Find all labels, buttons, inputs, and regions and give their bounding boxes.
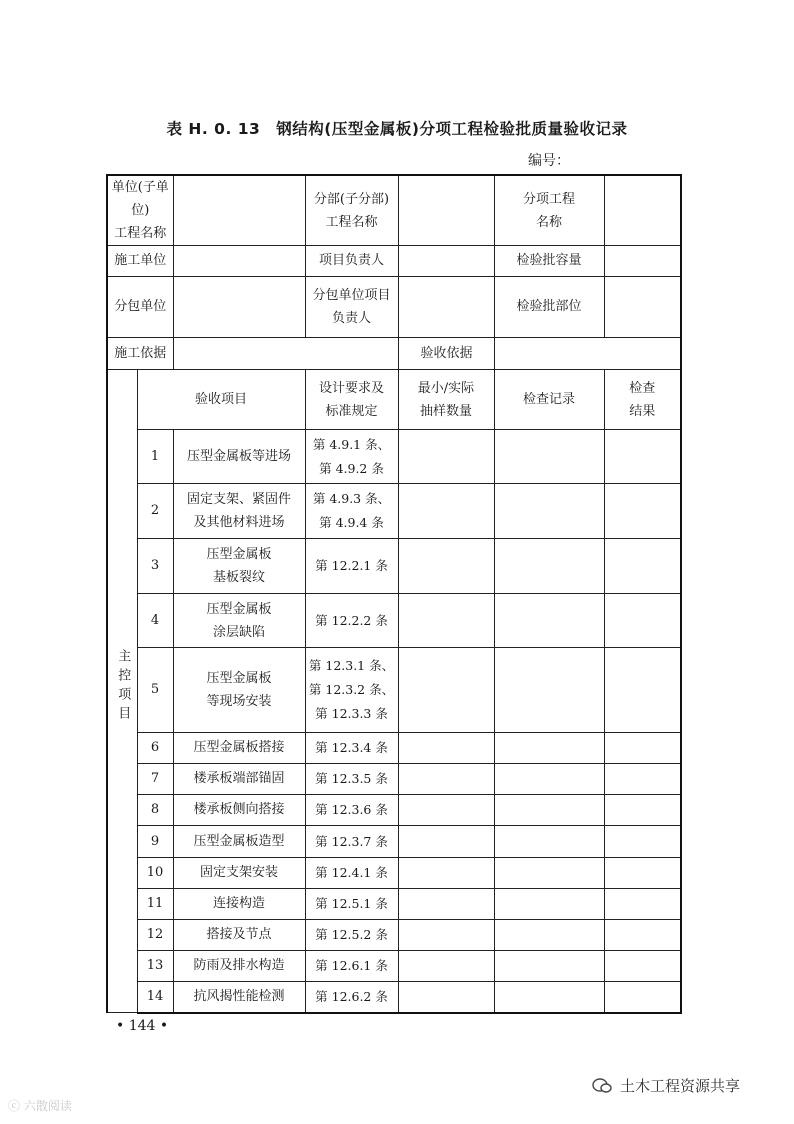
item-inspection-record[interactable]: [494, 951, 604, 982]
item-number: 5: [137, 648, 173, 733]
item-criteria: 第 12.3.4 条: [305, 733, 398, 764]
item-name: 防雨及排水构造: [173, 951, 305, 982]
inspection-record-table: [106, 174, 682, 1014]
item-sample-count[interactable]: [398, 484, 494, 539]
item-number: 10: [137, 858, 173, 889]
subcontract-unit-label: 分包单位: [107, 277, 173, 338]
column-design-requirement: 设计要求及 标准规定: [305, 370, 398, 430]
column-inspection-record: 检查记录: [494, 370, 604, 430]
item-inspection-record[interactable]: [494, 920, 604, 951]
item-name: 楼承板端部锚固: [173, 764, 305, 795]
item-name: 压型金属板造型: [173, 826, 305, 858]
table-row: [107, 430, 681, 484]
item-sample-count[interactable]: [398, 795, 494, 826]
watermark-left-text: 六散阅读: [23, 1099, 72, 1113]
item-number: 9: [137, 826, 173, 858]
division-project-name-value[interactable]: [398, 175, 494, 246]
column-acceptance-item: 验收项目: [137, 370, 305, 430]
item-inspection-record[interactable]: [494, 733, 604, 764]
item-name: 固定支架、紧固件 及其他材料进场: [173, 484, 305, 539]
serial-number-label: 编号：: [528, 153, 570, 169]
item-number: 2: [137, 484, 173, 539]
construction-basis-value[interactable]: [173, 338, 398, 370]
subitem-project-name-label: 分项工程 名称: [494, 175, 604, 246]
item-inspection-record[interactable]: [494, 826, 604, 858]
item-number: 1: [137, 430, 173, 484]
item-criteria: 第 12.2.1 条: [305, 539, 398, 594]
item-number: 4: [137, 594, 173, 648]
item-inspection-result[interactable]: [604, 889, 681, 920]
item-inspection-record[interactable]: [494, 889, 604, 920]
table-row: [107, 594, 681, 648]
item-inspection-result[interactable]: [604, 733, 681, 764]
table-row: [107, 733, 681, 764]
item-criteria: 第 12.5.2 条: [305, 920, 398, 951]
item-criteria: 第 12.3.5 条: [305, 764, 398, 795]
item-criteria: 第 12.3.6 条: [305, 795, 398, 826]
project-manager-value[interactable]: [398, 246, 494, 277]
watermark-left: [8, 1097, 72, 1114]
item-number: 13: [137, 951, 173, 982]
subcontract-manager-value[interactable]: [398, 277, 494, 338]
item-name: 压型金属板等进场: [173, 430, 305, 484]
item-inspection-result[interactable]: [604, 920, 681, 951]
item-inspection-record[interactable]: [494, 539, 604, 594]
table-row: [107, 539, 681, 594]
item-name: 搭接及节点: [173, 920, 305, 951]
construction-unit-value[interactable]: [173, 246, 305, 277]
item-name: 压型金属板 等现场安装: [173, 648, 305, 733]
watermark-right: [592, 1075, 740, 1096]
table-row: [107, 795, 681, 826]
item-inspection-result[interactable]: [604, 826, 681, 858]
item-inspection-result[interactable]: [604, 764, 681, 795]
item-inspection-result[interactable]: [604, 982, 681, 1013]
subcontract-unit-value[interactable]: [173, 277, 305, 338]
item-sample-count[interactable]: [398, 430, 494, 484]
item-number: 7: [137, 764, 173, 795]
item-sample-count[interactable]: [398, 826, 494, 858]
item-inspection-record[interactable]: [494, 594, 604, 648]
watermark-right-text: 土木工程资源共享: [620, 1077, 741, 1095]
table-row: [107, 826, 681, 858]
column-header-row: [107, 370, 681, 430]
item-number: 11: [137, 889, 173, 920]
main-control-items-label: 主控项目: [107, 370, 137, 1013]
project-manager-label: 项目负责人: [305, 246, 398, 277]
item-number: 8: [137, 795, 173, 826]
acceptance-basis-label: 验收依据: [398, 338, 494, 370]
item-criteria: 第 12.6.1 条: [305, 951, 398, 982]
subitem-project-name-value[interactable]: [604, 175, 681, 246]
item-criteria: 第 4.9.1 条、 第 4.9.2 条: [305, 430, 398, 484]
item-inspection-result[interactable]: [604, 858, 681, 889]
header-row-4: [107, 338, 681, 370]
item-inspection-result[interactable]: [604, 648, 681, 733]
item-sample-count[interactable]: [398, 982, 494, 1013]
item-inspection-record[interactable]: [494, 648, 604, 733]
batch-location-value[interactable]: [604, 277, 681, 338]
item-inspection-record[interactable]: [494, 764, 604, 795]
batch-location-label: 检验批部位: [494, 277, 604, 338]
item-inspection-result[interactable]: [604, 539, 681, 594]
table-row: [107, 889, 681, 920]
item-sample-count[interactable]: [398, 733, 494, 764]
table-row: [107, 858, 681, 889]
item-criteria: 第 4.9.3 条、 第 4.9.4 条: [305, 484, 398, 539]
column-inspection-result: 检查 结果: [604, 370, 681, 430]
item-criteria: 第 12.5.1 条: [305, 889, 398, 920]
subcontract-manager-label: 分包单位项目 负责人: [305, 277, 398, 338]
header-row-2: [107, 246, 681, 277]
item-number: 12: [137, 920, 173, 951]
item-inspection-record[interactable]: [494, 858, 604, 889]
item-criteria: 第 12.3.1 条、 第 12.3.2 条、 第 12.3.3 条: [305, 648, 398, 733]
table-row: [107, 648, 681, 733]
table-row: [107, 920, 681, 951]
item-name: 压型金属板 涂层缺陷: [173, 594, 305, 648]
item-sample-count[interactable]: [398, 920, 494, 951]
item-inspection-result[interactable]: [604, 594, 681, 648]
construction-unit-label: 施工单位: [107, 246, 173, 277]
construction-basis-label: 施工依据: [107, 338, 173, 370]
item-inspection-record[interactable]: [494, 430, 604, 484]
item-name: 压型金属板 基板裂纹: [173, 539, 305, 594]
item-inspection-result[interactable]: [604, 795, 681, 826]
item-inspection-record[interactable]: [494, 795, 604, 826]
item-inspection-result[interactable]: [604, 951, 681, 982]
item-inspection-record[interactable]: [494, 982, 604, 1013]
acceptance-basis-value[interactable]: [494, 338, 681, 370]
item-name: 连接构造: [173, 889, 305, 920]
item-criteria: 第 12.4.1 条: [305, 858, 398, 889]
unit-project-name-label: 单位(子单位) 工程名称: [107, 175, 173, 246]
item-name: 抗风揭性能检测: [173, 982, 305, 1013]
item-number: 6: [137, 733, 173, 764]
item-criteria: 第 12.2.2 条: [305, 594, 398, 648]
item-sample-count[interactable]: [398, 648, 494, 733]
item-name: 楼承板侧向搭接: [173, 795, 305, 826]
item-name: 压型金属板搭接: [173, 733, 305, 764]
wechat-icon: [592, 1077, 612, 1095]
item-criteria: 第 12.6.2 条: [305, 982, 398, 1013]
item-number: 3: [137, 539, 173, 594]
item-sample-count[interactable]: [398, 539, 494, 594]
table-row: [107, 764, 681, 795]
item-name: 固定支架安装: [173, 858, 305, 889]
header-row-1: [107, 175, 681, 246]
item-criteria: 第 12.3.7 条: [305, 826, 398, 858]
unit-project-name-value[interactable]: [173, 175, 305, 246]
column-sample-count: 最小/实际 抽样数量: [398, 370, 494, 430]
item-sample-count[interactable]: [398, 764, 494, 795]
division-project-name-label: 分部(子分部) 工程名称: [305, 175, 398, 246]
batch-capacity-value[interactable]: [604, 246, 681, 277]
table-row: [107, 951, 681, 982]
table-row: [107, 484, 681, 539]
item-inspection-record[interactable]: [494, 484, 604, 539]
item-inspection-result[interactable]: [604, 484, 681, 539]
item-inspection-result[interactable]: [604, 430, 681, 484]
item-sample-count[interactable]: [398, 858, 494, 889]
document-title: 表 H. 0. 13 钢结构(压型金属板)分项工程检验批质量验收记录: [166, 120, 628, 138]
item-sample-count[interactable]: [398, 951, 494, 982]
header-row-3: [107, 277, 681, 338]
page-number: • 144 •: [116, 1018, 169, 1034]
reader-logo-icon: ⓒ: [8, 1099, 21, 1113]
table-row: [107, 982, 681, 1013]
item-sample-count[interactable]: [398, 594, 494, 648]
item-number: 14: [137, 982, 173, 1013]
batch-capacity-label: 检验批容量: [494, 246, 604, 277]
item-sample-count[interactable]: [398, 889, 494, 920]
